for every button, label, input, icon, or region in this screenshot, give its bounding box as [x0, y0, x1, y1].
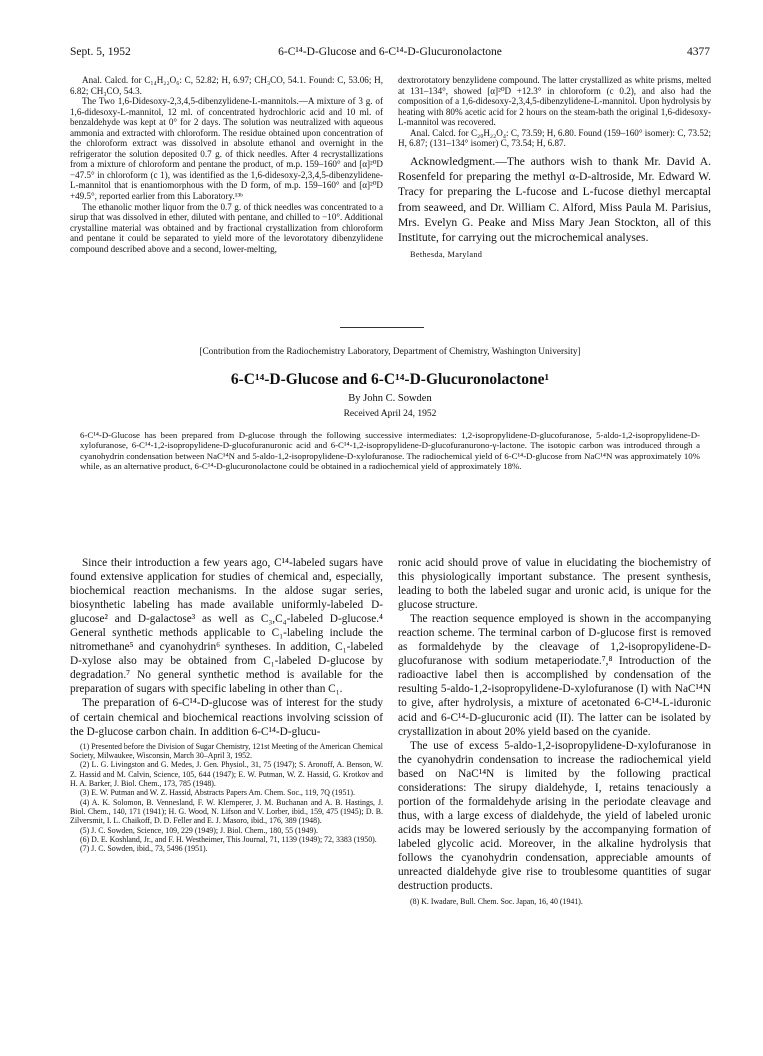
footnote: (7) J. C. Sowden, ibid., 73, 5496 (1951).: [80, 844, 208, 854]
footnote: (3) E. W. Putman and W. Z. Hassid, Abstracts Papers Am. Chem. Soc., 119, 7Q (1951).: [80, 788, 355, 798]
header-date: Sept. 5, 1952: [70, 46, 131, 58]
header-page-number: 4377: [687, 46, 710, 58]
section-divider: [340, 327, 424, 328]
paragraph: The ethanolic mother liquor from the 0.7 g. of thick needles was concentrated to a sirup that was dissolved in ether, diluted with pentane, and chilled to −10°. Additional crystalline material was obtained and by fractional crystallization from chloroform and pentane it could be separated to yield more of the levorotatory dibenzylidene compound described above and a second, lower-melting,: [70, 201, 383, 254]
paragraph: The preparation of 6-C¹⁴-D-glucose was of interest for the study of certain chemical and biochemical reactions involving scission of the D-glucose carbon chain. In addition 6-C¹⁴-D-glucu-: [70, 697, 383, 738]
article-left-column: [70, 556, 383, 854]
prev-article-right-column: [398, 75, 711, 260]
received-date: Received April 24, 1952: [343, 409, 437, 419]
footnote: (1) Presented before the Division of Sugar Chemistry, 121st Meeting of the American Chemical Society, Milwaukee, Wisconsin, March 30–April 3, 1952.: [70, 741, 383, 760]
paragraph: Anal. Calcd. for C₂₀H₂₂O₄: C, 73.59; H, 6.80. Found (159–160° isomer): C, 73.52; H, 6.87; (131–134° isomer) C, 73.54; H, 6.87.: [398, 127, 711, 149]
paragraph: The reaction sequence employed is shown in the accompanying reaction scheme. The terminal carbon of D-glucose first is removed as formaldehyde by the cleavage of 1,2-isopropylidene-D-glucofuranose with sodium metaperiodate.⁷,⁸ Introduction of the radioactive label then is accomplished by condensation of the resulting 5-aldo-1,2-isopropylidene-D-xylofuranose (I) with NaC¹⁴N to give, after hydrolysis, a mixture of acetonated 6-C¹⁴-L-iduronic acid and 6-C¹⁴-D-glucuronic acid (II). The latter can be isolated by crystallization in about 20% yield based on the cyanide.: [398, 613, 711, 738]
footnote: (4) A. K. Solomon, B. Vennesland, F. W. Klemperer, J. M. Buchanan and A. B. Hastings, J. Biol. Chem., 140, 171 (1941); H. G. Wood, N. Lifson and V. Lorber, ibid., 159, 475 (1945); D. B. Zilversmit, I. L. Chaikoff, D. D. Feller and E. J. Masoro, ibid., 176, 389 (1948).: [70, 797, 383, 826]
paragraph: dextrorotatory benzylidene compound. The latter crystallized as white prisms, melted at 131–134°, showed [α]²⁰D +12.3° in chloroform (c 0.2), and also had the composition of a 1,6-didesoxy-2,3,4,5-dibenzylidene-L-mannitol. Upon hydrolysis by heating with 80% acetic acid for 2 hours on the steam-bath the original 1,6-didesoxy-L-mannitol was recovered.: [398, 75, 711, 128]
paragraph: The use of excess 5-aldo-1,2-isopropylidene-D-xylofuranose in the cyanohydrin condensation to increase the radiochemical yield based on NaC¹⁴N is limited by the following practical considerations: The sirupy dialdehyde, I, retains tenaciously a portion of the formaldehyde arising in the periodate cleavage and thus, with a large excess of dialdehyde, the yield of labeled uronic acids may be lowered seriously by the accompanying formation of labeled glycolic acid. Moreover, in the alkaline hydrolysis that follows the cyanohydrin condensation, appreciable amounts of unreacted dialdehyde give rise to troublesome quantities of sugar destruction products.: [398, 739, 711, 893]
abstract: 6-C¹⁴-D-Glucose has been prepared from D-glucose through the following successive intermediates: 1,2-isopropylidene-D-glucofuranose, 5-aldo-1,2-isopropylidene-D-xylofuranose, 6-C¹⁴-1,2-isopropylidene-D-glucofuranuronic acid and 6-C¹⁴-1,2-isopropylidene-D-glucofuranurono-γ-lactone. The isotopic carbon was introduced through a cyanohydrin condensation between NaC¹⁴N and 5-aldo-1,2-isopropylidene-D-xylofuranose. The radiochemical yield of 6-C¹⁴-D-glucose from NaC¹⁴N was approximately 10% while, as an alternative product, 6-C¹⁴-D-glucuronolactone could be obtained in a radiochemical yield of approximately 18%.: [80, 430, 700, 472]
author-line: By John C. Sowden: [348, 393, 432, 404]
running-header: [70, 46, 710, 62]
paragraph: Anal. Calcd. for C₁₄H₂₂O₆: C, 52.82; H, 6.97; CH₃CO, 54.1. Found: C, 53.06; H, 6.82; CH₃CO, 54.3.: [70, 75, 383, 96]
article-right-column: [398, 556, 711, 906]
article-title: 6-C¹⁴-D-Glucose and 6-C¹⁴-D-Glucuronolactone¹: [230, 371, 550, 388]
acknowledgment: Acknowledgment.—The authors wish to thank Mr. David A. Rosenfeld for preparing the methyl α-D-altroside, Mr. Edward W. Tracy for preparing the L-fucose and L-fucose diethyl mercaptal from seaweed, and Dr. William C. Alford, Miss Paula M. Parisius, Mrs. Evelyn G. Peake and Miss Mary Jean Stockton, all of this Institute, for carrying out the microchemical analyses.: [398, 154, 711, 245]
location: Bethesda, Maryland: [410, 249, 483, 259]
footnote: (5) J. C. Sowden, Science, 109, 229 (1949); J. Biol. Chem., 180, 55 (1949).: [80, 825, 319, 835]
footnote: (2) L. G. Livingston and G. Medes, J. Gen. Physiol., 31, 75 (1947); S. Aronoff, A. Benson, W. Z. Hassid and M. Calvin, Science, 105, 644 (1947); E. W. Putman, W. Z. Hassid, G. Krotkov and H. A. Barker, J. Biol. Chem., 173, 785 (1948).: [70, 760, 383, 788]
paragraph: The Two 1,6-Didesoxy-2,3,4,5-dibenzylidene-L-mannitols.—A mixture of 3 g. of 1,6-didesoxy-L-mannitol, 12 ml. of concentrated hydrochloric acid and 10 ml. of benzaldehyde was kept at 0° for 2 days. The solution was neutralized with aqueous ammonia and extracted with chloroform. The residue obtained upon concentration of the chloroform extract was dissolved in absolute ethanol and overnight in the refrigerator the solution deposited 0.7 g. of thick needles. After 4 recrystallizations from a mixture of chloroform and pentane the product, of m.p. 159–160° and [α]²⁰D −47.5° in chloroform (c 1), was identified as the 1,6-didesoxy-2,3,4,5-dibenzylidene-L-mannitol that is enantiomorphous with the D form, of m.p. 159–160° and [α]²⁰D +49.5°, reported earlier from this Laboratory.¹³ᵇ: [70, 96, 383, 202]
paragraph: ronic acid should prove of value in elucidating the biochemistry of this physiologically important substance. The present synthesis, leading to both the labeled sugar and uronic acid, is unique for the glucose structure.: [398, 557, 711, 612]
footnote: (6) D. E. Koshland, Jr., and F. H. Westheimer, This Journal, 71, 1139 (1949); 72, 3383 (1950).: [80, 835, 377, 845]
footnotes: [70, 742, 383, 854]
header-running-title: 6-C¹⁴-D-Glucose and 6-C¹⁴-D-Glucuronolactone: [278, 46, 502, 58]
contribution-line: [Contribution from the Radiochemistry Laboratory, Department of Chemistry, Washington University]: [199, 347, 581, 357]
paragraph: Since their introduction a few years ago, C¹⁴-labeled sugars have found extensive application for studies of chemical and, especially, biochemical reaction mechanisms. In the aldose sugar series, biosynthetic labeling has made available uniformly-labeled D-glucose² and D-galactose³ as well as C₃,C₄-labeled D-glucose.⁴ General synthetic methods applicable to C₁-labeling include the nitromethane⁵ and cyanohydrin⁶ syntheses. In addition, C₁-labeled D-xylose also may be obtained from C₁-labeled D-glucose by degradation.⁷ No general synthetic method is available for the preparation of sugars with specific labeling in other than C₁.: [70, 557, 383, 696]
prev-article-left-column: [70, 75, 383, 254]
footnote: (8) K. Iwadare, Bull. Chem. Soc. Japan, 16, 40 (1941).: [410, 897, 583, 907]
